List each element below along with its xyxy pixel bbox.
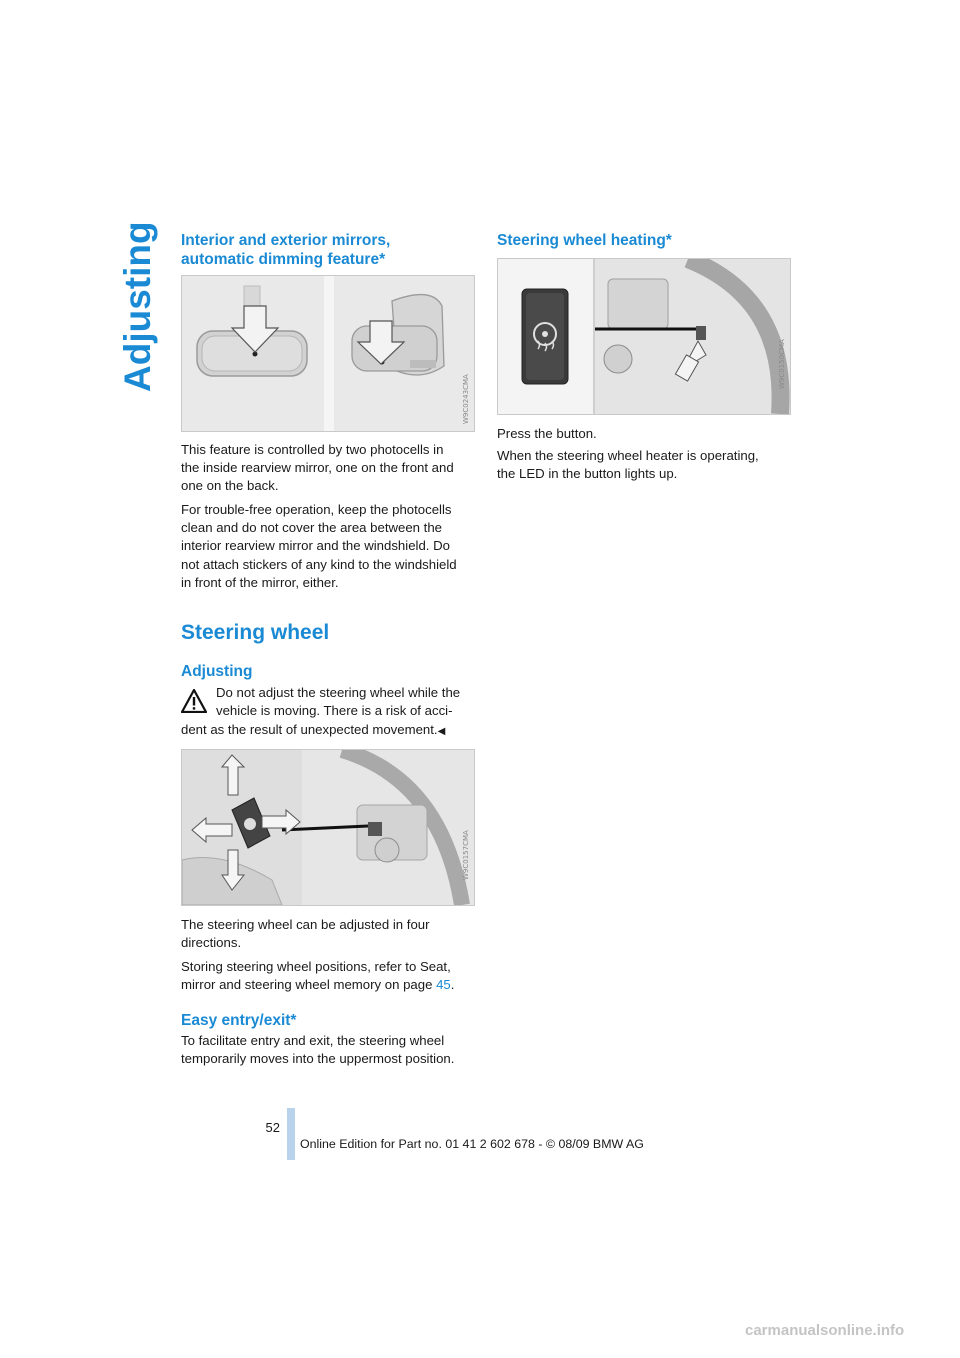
text-line: the LED in the button lights up. <box>497 466 678 482</box>
page-number: 52 <box>265 1120 280 1135</box>
text-line: For trouble-free operation, keep the photocells <box>181 502 452 517</box>
text-line: vehicle is moving. There is a risk of acci- <box>216 703 453 719</box>
mirrors-figure <box>181 275 475 432</box>
text-line: the inside rearview mirror, one on the front and <box>181 460 454 476</box>
mirrors-paragraph-1 <box>181 441 481 496</box>
text-line: Do not adjust the steering wheel while the <box>216 685 461 700</box>
steering-adjust-figure-code: W9C0157CMA <box>462 830 470 880</box>
text-line: To facilitate entry and exit, the steering wheel <box>181 1033 445 1048</box>
easy-entry-heading: Easy entry/exit* <box>181 1012 297 1029</box>
side-section-title-text: Adjusting <box>117 221 158 392</box>
text-line: not attach stickers of any kind to the windshield <box>181 556 457 572</box>
mirrors-paragraph-2 <box>181 501 481 592</box>
mirrors-heading-line1: Interior and exterior mirrors, <box>181 232 391 249</box>
text-line: in front of the mirror, either. <box>181 574 339 590</box>
heating-figure <box>497 258 791 415</box>
text-line: interior rearview mirror and the windshield. Do <box>181 538 450 554</box>
footer-accent-bar <box>287 1108 295 1160</box>
text-punctuation: . <box>450 977 455 993</box>
text-line: clean and do not cover the area between the <box>181 520 443 536</box>
text-line: dent as the result of unexpected movement. <box>181 722 438 737</box>
text-line: directions. <box>181 935 242 951</box>
steering-paragraph-1 <box>181 916 481 952</box>
text-line: When the steering wheel heater is operating, <box>497 448 759 463</box>
mirrors-heading <box>181 231 390 269</box>
text-line: mirror and steering wheel memory on page <box>181 977 437 993</box>
mirrors-figure-code: W9C0243CMA <box>462 374 470 424</box>
end-mark: ◀ <box>437 726 446 737</box>
page-45-link[interactable]: 45 <box>436 977 451 993</box>
text-line: The steering wheel can be adjusted in four <box>181 917 430 932</box>
steering-wheel-heading: Steering wheel <box>181 621 330 644</box>
text-line: Storing steering wheel positions, refer to Seat, <box>181 959 451 974</box>
adjusting-heading: Adjusting <box>181 663 253 680</box>
text-line: temporarily moves into the uppermost position. <box>181 1051 455 1067</box>
heating-figure-code: W9C0150CMA <box>778 339 786 389</box>
heating-heading: Steering wheel heating* <box>497 232 672 249</box>
warning-icon <box>181 689 207 713</box>
text-line: one on the back. <box>181 478 279 494</box>
mirrors-heading-line2: automatic dimming feature* <box>181 251 386 268</box>
text-line: This feature is controlled by two photocells in <box>181 442 444 457</box>
side-section-title <box>108 221 158 392</box>
warning-text-indented <box>216 684 486 720</box>
easy-entry-paragraph <box>181 1032 491 1068</box>
site-watermark: carmanualsonline.info <box>745 1322 905 1339</box>
steering-adjust-figure <box>181 749 475 906</box>
warning-text-last-line <box>181 721 491 741</box>
heating-paragraph-2 <box>497 447 797 483</box>
steering-paragraph-2 <box>181 958 491 994</box>
footer-edition-text: Online Edition for Part no. 01 41 2 602 678 - © 08/09 BMW AG <box>300 1137 644 1151</box>
heating-paragraph-1: Press the button. <box>497 426 597 441</box>
